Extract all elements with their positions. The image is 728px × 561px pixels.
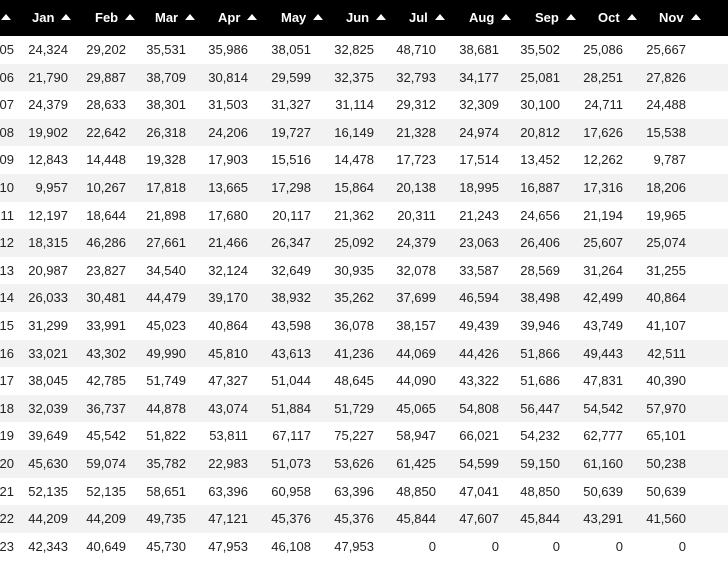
value-cell: 43,074 — [208, 400, 248, 416]
value-cell: 32,309 — [459, 97, 499, 113]
year-cell: 21 — [0, 483, 14, 499]
value-cell: 32,124 — [208, 262, 248, 278]
value-cell: 23,827 — [86, 262, 126, 278]
value-cell: 47,953 — [208, 538, 248, 554]
table-row — [0, 229, 728, 257]
value-cell: 43,749 — [583, 318, 623, 333]
header-label: Mar — [155, 10, 179, 25]
value-cell: 57,970 — [646, 400, 686, 416]
value-cell: 32,793 — [396, 69, 436, 85]
value-cell: 17,818 — [146, 180, 186, 195]
sort-asc-icon — [627, 14, 637, 20]
value-cell: 16,887 — [520, 180, 560, 195]
value-cell: 12,197 — [28, 207, 68, 223]
year-cell: 13 — [0, 262, 14, 278]
value-cell: 35,262 — [334, 290, 374, 306]
year-cell: 22 — [0, 511, 14, 527]
header-cell[interactable] — [32, 0, 71, 36]
year-cell: 09 — [0, 152, 14, 168]
value-cell: 20,117 — [272, 207, 311, 223]
value-cell: 53,626 — [334, 456, 374, 471]
value-cell: 21,243 — [459, 207, 499, 223]
value-cell: 29,312 — [396, 97, 436, 113]
value-cell: 44,426 — [459, 345, 499, 361]
value-cell: 35,502 — [520, 42, 560, 57]
table-row — [0, 505, 728, 533]
value-cell: 12,262 — [583, 152, 623, 168]
year-cell: 07 — [0, 97, 14, 113]
value-cell: 48,850 — [396, 483, 436, 499]
value-cell: 39,946 — [520, 318, 560, 333]
value-cell: 38,681 — [459, 42, 499, 57]
sort-asc-icon — [501, 14, 511, 20]
value-cell: 29,887 — [86, 69, 126, 85]
header-cell[interactable] — [95, 0, 135, 36]
value-cell: 25,667 — [646, 42, 686, 57]
value-cell: 54,542 — [583, 400, 623, 416]
value-cell: 0 — [491, 538, 499, 554]
value-cell: 28,569 — [520, 262, 560, 278]
value-cell: 13,452 — [520, 152, 560, 168]
header-cell[interactable] — [281, 0, 323, 36]
header-label: Sep — [535, 10, 559, 25]
value-cell: 60,958 — [271, 483, 311, 499]
value-cell: 42,785 — [86, 373, 126, 389]
value-cell: 39,170 — [208, 290, 248, 306]
table-row — [0, 64, 728, 92]
value-cell: 43,291 — [583, 511, 623, 527]
value-cell: 26,406 — [520, 235, 560, 251]
table-row — [0, 533, 728, 561]
value-cell: 31,327 — [271, 97, 311, 113]
value-cell: 24,656 — [520, 207, 560, 223]
value-cell: 34,177 — [459, 69, 499, 85]
value-cell: 38,709 — [146, 69, 186, 85]
value-cell: 24,206 — [208, 124, 248, 140]
value-cell: 48,850 — [520, 483, 560, 499]
value-cell: 36,078 — [334, 318, 374, 333]
value-cell: 21,194 — [583, 207, 623, 223]
value-cell: 25,607 — [583, 235, 623, 251]
value-cell: 15,538 — [646, 124, 686, 140]
table-row — [0, 36, 728, 64]
value-cell: 49,443 — [583, 345, 623, 361]
value-cell: 18,644 — [86, 207, 126, 223]
value-cell: 61,160 — [583, 456, 623, 471]
value-cell: 19,965 — [646, 207, 686, 223]
value-cell: 51,884 — [271, 400, 311, 416]
table-row — [0, 257, 728, 285]
value-cell: 25,092 — [334, 235, 374, 251]
value-cell: 61,425 — [396, 456, 436, 471]
value-cell: 26,033 — [28, 290, 68, 306]
value-cell: 17,903 — [208, 152, 248, 168]
value-cell: 46,108 — [271, 538, 311, 554]
value-cell: 31,299 — [28, 318, 68, 333]
value-cell: 0 — [428, 538, 436, 554]
header-label: Jul — [409, 10, 428, 25]
value-cell: 22,642 — [86, 124, 126, 140]
value-cell: 18,995 — [459, 180, 499, 195]
value-cell: 17,316 — [583, 180, 623, 195]
value-cell: 27,826 — [646, 69, 686, 85]
value-cell: 16,149 — [334, 124, 374, 140]
year-cell: 05 — [0, 42, 14, 57]
value-cell: 15,516 — [271, 152, 311, 168]
value-cell: 52,135 — [28, 483, 68, 499]
value-cell: 17,626 — [583, 124, 623, 140]
value-cell: 24,488 — [646, 97, 686, 113]
year-cell: 11 — [0, 207, 14, 223]
value-cell: 65,101 — [646, 428, 686, 444]
value-cell: 45,630 — [28, 456, 68, 471]
value-cell: 19,727 — [271, 124, 311, 140]
sort-asc-icon — [435, 14, 445, 20]
value-cell: 35,782 — [146, 456, 186, 471]
value-cell: 9,957 — [35, 180, 68, 195]
value-cell: 30,481 — [86, 290, 126, 306]
value-cell: 38,498 — [520, 290, 560, 306]
value-cell: 32,039 — [28, 400, 68, 416]
value-cell: 48,645 — [334, 373, 374, 389]
header-label: Nov — [659, 10, 684, 25]
value-cell: 58,651 — [146, 483, 186, 499]
value-cell: 38,932 — [271, 290, 311, 306]
sort-asc-icon — [376, 14, 386, 20]
year-cell: 16 — [0, 345, 14, 361]
value-cell: 40,390 — [646, 373, 686, 389]
value-cell: 19,328 — [146, 152, 186, 168]
value-cell: 44,090 — [396, 373, 436, 389]
value-cell: 24,324 — [28, 42, 68, 57]
header-cell[interactable] — [469, 0, 511, 36]
value-cell: 43,598 — [271, 318, 311, 333]
value-cell: 32,375 — [334, 69, 374, 85]
value-cell: 51,866 — [520, 345, 560, 361]
value-cell: 31,264 — [583, 262, 623, 278]
value-cell: 28,251 — [583, 69, 623, 85]
value-cell: 42,499 — [583, 290, 623, 306]
value-cell: 45,376 — [334, 511, 374, 527]
value-cell: 44,878 — [146, 400, 186, 416]
value-cell: 46,286 — [86, 235, 126, 251]
value-cell: 20,311 — [397, 207, 436, 223]
value-cell: 18,206 — [646, 180, 686, 195]
value-cell: 26,347 — [271, 235, 311, 251]
value-cell: 66,021 — [459, 428, 499, 444]
value-cell: 36,737 — [86, 400, 126, 416]
year-cell: 12 — [0, 235, 14, 251]
year-cell: 19 — [0, 428, 14, 444]
value-cell: 17,723 — [396, 152, 436, 168]
value-cell: 45,542 — [86, 428, 126, 444]
table-row — [0, 478, 728, 506]
value-cell: 35,531 — [146, 42, 186, 57]
value-cell: 20,812 — [520, 124, 560, 140]
year-cell: 17 — [0, 373, 14, 389]
value-cell: 24,379 — [396, 235, 436, 251]
value-cell: 45,730 — [146, 538, 186, 554]
sort-asc-icon — [185, 14, 195, 20]
value-cell: 24,711 — [584, 97, 623, 113]
value-cell: 56,447 — [520, 400, 560, 416]
value-cell: 50,238 — [646, 456, 686, 471]
value-cell: 47,041 — [459, 483, 499, 499]
value-cell: 53,811 — [209, 428, 248, 444]
value-cell: 45,376 — [271, 511, 311, 527]
table-row — [0, 395, 728, 423]
value-cell: 41,236 — [334, 345, 374, 361]
header-year-sort[interactable] — [0, 0, 11, 36]
value-cell: 49,439 — [459, 318, 499, 333]
table-row — [0, 340, 728, 368]
value-cell: 47,831 — [583, 373, 623, 389]
table-row — [0, 119, 728, 147]
header-cell[interactable] — [218, 0, 257, 36]
value-cell: 0 — [615, 538, 623, 554]
value-cell: 44,209 — [86, 511, 126, 527]
value-cell: 48,710 — [396, 42, 436, 57]
header-row — [0, 0, 728, 36]
sort-asc-icon — [566, 14, 576, 20]
value-cell: 31,503 — [208, 97, 248, 113]
value-cell: 20,987 — [28, 262, 68, 278]
value-cell: 67,117 — [272, 428, 311, 444]
sort-asc-icon — [691, 14, 701, 20]
value-cell: 42,511 — [647, 345, 686, 361]
value-cell: 31,114 — [335, 97, 374, 113]
value-cell: 45,844 — [520, 511, 560, 527]
header-cell[interactable] — [535, 0, 576, 36]
header-label: May — [281, 10, 307, 25]
value-cell: 9,787 — [653, 152, 686, 168]
value-cell: 10,267 — [86, 180, 126, 195]
value-cell: 40,649 — [86, 538, 126, 554]
value-cell: 75,227 — [334, 428, 374, 444]
sort-asc-icon — [1, 14, 11, 20]
value-cell: 52,135 — [86, 483, 126, 499]
value-cell: 38,301 — [146, 97, 186, 113]
value-cell: 25,074 — [646, 235, 686, 251]
header-label: Aug — [469, 10, 495, 25]
value-cell: 49,735 — [146, 511, 186, 527]
value-cell: 32,078 — [396, 262, 436, 278]
table-row — [0, 422, 728, 450]
value-cell: 44,479 — [146, 290, 186, 306]
value-cell: 32,649 — [271, 262, 311, 278]
value-cell: 23,063 — [459, 235, 499, 251]
year-cell: 06 — [0, 69, 14, 85]
value-cell: 26,318 — [146, 124, 186, 140]
sort-asc-icon — [313, 14, 323, 20]
value-cell: 46,594 — [459, 290, 499, 306]
value-cell: 30,100 — [520, 97, 560, 113]
value-cell: 21,898 — [146, 207, 186, 223]
year-cell: 08 — [0, 124, 14, 140]
table-row — [0, 174, 728, 202]
value-cell: 43,302 — [86, 345, 126, 361]
value-cell: 41,560 — [646, 511, 686, 527]
year-cell: 18 — [0, 400, 14, 416]
header-label: Jan — [32, 10, 55, 25]
header-label: Oct — [598, 10, 620, 25]
value-cell: 33,021 — [28, 345, 68, 361]
year-cell: 20 — [0, 456, 14, 471]
value-cell: 29,599 — [271, 69, 311, 85]
value-cell: 21,362 — [334, 207, 374, 223]
value-cell: 51,749 — [146, 373, 186, 389]
value-cell: 45,844 — [396, 511, 436, 527]
value-cell: 44,209 — [28, 511, 68, 527]
value-cell: 30,814 — [208, 69, 248, 85]
value-cell: 20,138 — [396, 180, 436, 195]
value-cell: 40,864 — [208, 318, 248, 333]
value-cell: 25,081 — [520, 69, 560, 85]
value-cell: 47,607 — [459, 511, 499, 527]
value-cell: 19,902 — [28, 124, 68, 140]
value-cell: 29,202 — [86, 42, 126, 57]
value-cell: 17,680 — [208, 207, 248, 223]
value-cell: 24,379 — [28, 97, 68, 113]
table-row — [0, 284, 728, 312]
value-cell: 38,045 — [28, 373, 68, 389]
value-cell: 43,322 — [459, 373, 499, 389]
sort-asc-icon — [247, 14, 257, 20]
value-cell: 28,633 — [86, 97, 126, 113]
value-cell: 18,315 — [28, 235, 68, 251]
value-cell: 15,864 — [334, 180, 374, 195]
value-cell: 54,232 — [520, 428, 560, 444]
value-cell: 50,639 — [583, 483, 623, 499]
value-cell: 47,953 — [334, 538, 374, 554]
header-cell[interactable] — [155, 0, 195, 36]
sort-asc-icon — [61, 14, 71, 20]
value-cell: 51,822 — [146, 428, 186, 444]
value-cell: 17,298 — [271, 180, 311, 195]
header-cell[interactable] — [409, 0, 445, 36]
value-cell: 45,023 — [146, 318, 186, 333]
table-row — [0, 146, 728, 174]
value-cell: 25,086 — [583, 42, 623, 57]
value-cell: 58,947 — [396, 428, 436, 444]
value-cell: 14,478 — [334, 152, 374, 168]
value-cell: 50,639 — [646, 483, 686, 499]
header-label: Feb — [95, 10, 119, 25]
table-row — [0, 367, 728, 395]
value-cell: 14,448 — [86, 152, 126, 168]
table-row — [0, 450, 728, 478]
value-cell: 37,699 — [396, 290, 436, 306]
value-cell: 62,777 — [583, 428, 623, 444]
header-label: Jun — [346, 10, 370, 25]
value-cell: 33,991 — [86, 318, 126, 333]
value-cell: 21,466 — [208, 235, 248, 251]
value-cell: 38,157 — [396, 318, 436, 333]
year-cell: 15 — [0, 318, 14, 333]
header-label: Apr — [218, 10, 241, 25]
value-cell: 44,069 — [396, 345, 436, 361]
value-cell: 54,599 — [459, 456, 499, 471]
value-cell: 45,810 — [208, 345, 248, 361]
header-cell[interactable] — [659, 0, 701, 36]
value-cell: 21,328 — [396, 124, 436, 140]
value-cell: 34,540 — [146, 262, 186, 278]
value-cell: 31,255 — [646, 262, 686, 278]
value-cell: 13,665 — [208, 180, 248, 195]
value-cell: 0 — [678, 538, 686, 554]
header-cell[interactable] — [598, 0, 637, 36]
value-cell: 45,065 — [396, 400, 436, 416]
value-cell: 35,986 — [208, 42, 248, 57]
value-cell: 47,327 — [208, 373, 248, 389]
table-row — [0, 202, 728, 230]
value-cell: 0 — [552, 538, 560, 554]
value-cell: 40,864 — [646, 290, 686, 306]
value-cell: 51,044 — [271, 373, 311, 389]
year-cell: 14 — [0, 290, 14, 306]
year-cell: 23 — [0, 538, 14, 554]
value-cell: 47,121 — [208, 511, 248, 527]
sort-asc-icon — [125, 14, 135, 20]
value-cell: 30,935 — [334, 262, 374, 278]
value-cell: 17,514 — [459, 152, 499, 168]
value-cell: 63,396 — [208, 483, 248, 499]
table-row — [0, 312, 728, 340]
value-cell: 43,613 — [271, 345, 311, 361]
value-cell: 42,343 — [28, 538, 68, 554]
value-cell: 51,729 — [334, 400, 374, 416]
value-cell: 51,686 — [520, 373, 560, 389]
value-cell: 32,825 — [334, 42, 374, 57]
header-cell[interactable] — [346, 0, 386, 36]
value-cell: 54,808 — [459, 400, 499, 416]
value-cell: 63,396 — [334, 483, 374, 499]
value-cell: 39,649 — [28, 428, 68, 444]
table-row — [0, 91, 728, 119]
value-cell: 33,587 — [459, 262, 499, 278]
value-cell: 12,843 — [28, 152, 68, 168]
value-cell: 51,073 — [271, 456, 311, 471]
value-cell: 21,790 — [28, 69, 68, 85]
value-cell: 59,074 — [86, 456, 126, 471]
value-cell: 22,983 — [208, 456, 248, 471]
value-cell: 41,107 — [646, 318, 686, 333]
value-cell: 38,051 — [271, 42, 311, 57]
value-cell: 24,974 — [459, 124, 499, 140]
value-cell: 27,661 — [146, 235, 186, 251]
value-cell: 59,150 — [520, 456, 560, 471]
year-cell: 10 — [0, 180, 14, 195]
value-cell: 49,990 — [146, 345, 186, 361]
